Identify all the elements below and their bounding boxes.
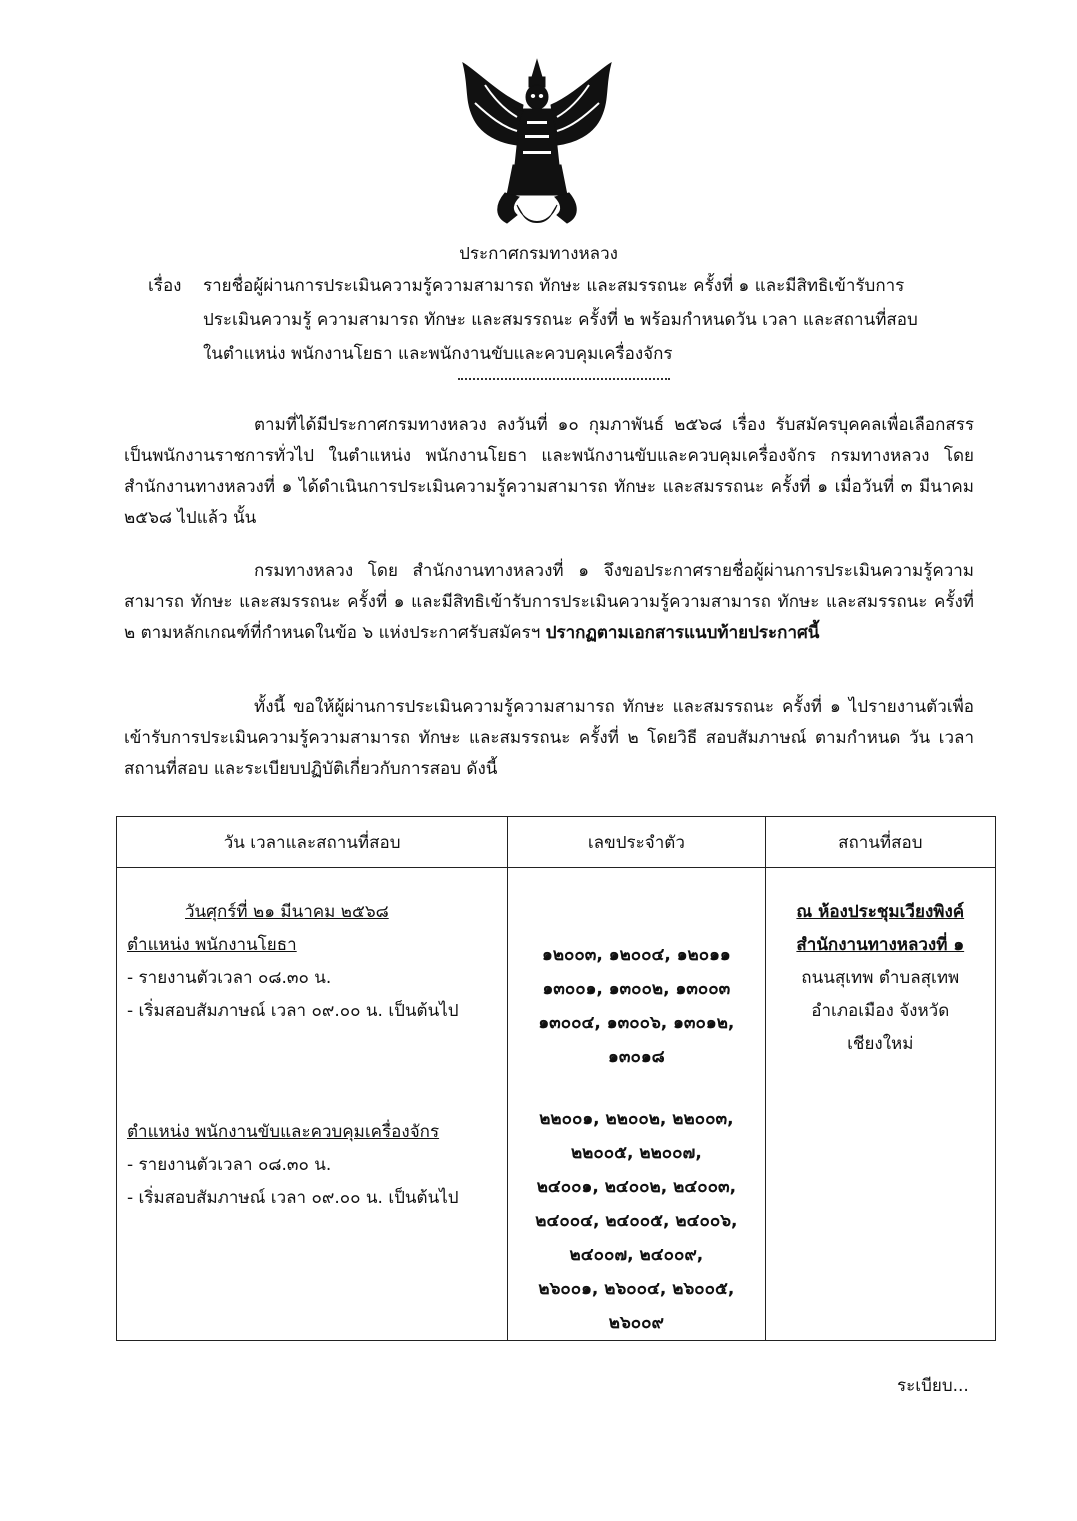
dotted-separator xyxy=(458,378,670,380)
paragraph-2 xyxy=(124,556,974,649)
position-1-report: - รายงานตัวเวลา ๐๘.๓๐ น. xyxy=(127,968,332,988)
position-2-id-line: ๒๒๐๐๑, ๒๒๐๐๒, ๒๒๐๐๓, xyxy=(539,1109,734,1129)
position-1-title: ตำแหน่ง พนักงานโยธา xyxy=(127,935,297,955)
position-2-id-line: ๒๔๐๐๔, ๒๔๐๐๕, ๒๔๐๐๖, xyxy=(535,1211,738,1231)
paragraph-3 xyxy=(124,692,974,785)
position-1-id-line: ๑๒๐๐๓, ๑๒๐๐๔, ๑๒๐๑๑ xyxy=(542,945,731,965)
id-cell xyxy=(508,868,765,1341)
schedule-cell xyxy=(117,868,508,1341)
exam-date: วันศุกร์ที่ ๒๑ มีนาคม ๒๕๖๘ xyxy=(185,902,389,922)
garuda-emblem-icon xyxy=(455,55,620,235)
table-header-row xyxy=(117,817,996,868)
position-2-id-line: ๒๔๐๐๑, ๒๔๐๐๒, ๒๔๐๐๓, xyxy=(536,1177,737,1197)
continued-text: ระเบียบ... xyxy=(897,1376,969,1396)
position-2-start: - เริ่มสอบสัมภาษณ์ เวลา ๐๙.๐๐ น. เป็นต้นไป xyxy=(127,1188,459,1208)
paragraph-1 xyxy=(124,410,974,534)
venue-province: เชียงใหม่ xyxy=(847,1034,914,1054)
position-2-id-line: ๒๔๐๐๗, ๒๔๐๐๙, xyxy=(569,1245,704,1265)
venue-room: ณ ห้องประชุมเวียงพิงค์ xyxy=(796,902,965,922)
position-2-id-line: ๒๖๐๐๙ xyxy=(608,1313,664,1333)
venue-district: อำเภอเมือง จังหวัด xyxy=(811,1001,950,1021)
subject-line-2: ประเมินความรู้ ความสามารถ ทักษะ และสมรรถนะ ครั้งที่ ๒ พร้อมกำหนดวัน เวลา และสถานที่สอบ xyxy=(203,310,918,330)
table-row xyxy=(117,868,996,1341)
position-1-id-line: ๑๓๐๑๘ xyxy=(608,1047,665,1067)
subject-label: เรื่อง xyxy=(148,276,182,296)
position-2-id-line: ๒๒๐๐๕, ๒๒๐๐๗, xyxy=(570,1143,702,1163)
header-date-time: วัน เวลาและสถานที่สอบ xyxy=(117,817,508,868)
venue-road: ถนนสุเทพ ตำบลสุเทพ xyxy=(801,968,960,988)
position-1-start: - เริ่มสอบสัมภาษณ์ เวลา ๐๙.๐๐ น. เป็นต้นไป xyxy=(127,1001,459,1021)
paragraph-2-text: กรมทางหลวง โดย สำนักงานทางหลวงที่ ๑ จึงขอประกาศรายชื่อผู้ผ่านการประเมินความรู้ความสามารถ ทักษะ และสมรรถนะ ครั้งที่ ๑ และมีสิทธิเข้ารับการประเมินความรู้ความสามารถ ทักษะ และสมรรถนะ ครั้งที่ ๒ ตามหลักเกณฑ์ที่กำหนดในข้อ ๖ แห่งประกาศรับสมัครฯ xyxy=(124,561,974,643)
paragraph-2-bold: ปรากฏตามเอกสารแนบท้ายประกาศนี้ xyxy=(545,623,820,643)
paragraph-3-text: ทั้งนี้ ขอให้ผู้ผ่านการประเมินความรู้ความสามารถ ทักษะ และสมรรถนะ ครั้งที่ ๑ ไปรายงานตัวเพื่อเข้ารับการประเมินความรู้ความสามารถ ทักษะ และสมรรถนะ ครั้งที่ ๒ โดยวิธี สอบสัมภาษณ์ ตามกำหนด วัน เวลา สถานที่สอบ และระเบียบปฏิบัติเกี่ยวกับการสอบ ดังนี้ xyxy=(124,697,974,779)
exam-schedule-table xyxy=(116,816,996,1341)
position-2-id-line: ๒๖๐๐๑, ๒๖๐๐๔, ๒๖๐๐๕, xyxy=(538,1279,735,1299)
venue-office: สำนักงานทางหลวงที่ ๑ xyxy=(796,935,965,955)
position-1-id-line: ๑๓๐๐๔, ๑๓๐๐๖, ๑๓๐๑๒, xyxy=(538,1013,735,1033)
paragraph-1-text: ตามที่ได้มีประกาศกรมทางหลวง ลงวันที่ ๑๐ กุมภาพันธ์ ๒๕๖๘ เรื่อง รับสมัครบุคคลเพื่อเลือกสรรเป็นพนักงานราชการทั่วไป ในตำแหน่ง พนักงานโยธา และพนักงานขับและควบคุมเครื่องจักร กรมทางหลวง โดย สำนักงานทางหลวงที่ ๑ ได้ดำเนินการประเมินความรู้ความสามารถ ทักษะ และสมรรถนะ ครั้งที่ ๑ เมื่อวันที่ ๓ มีนาคม ๒๕๖๘ ไปแล้ว นั้น xyxy=(124,415,974,528)
header-venue: สถานที่สอบ xyxy=(765,817,995,868)
subject-line-1: รายชื่อผู้ผ่านการประเมินความรู้ความสามารถ ทักษะ และสมรรถนะ ครั้งที่ ๑ และมีสิทธิเข้ารับการ xyxy=(203,276,905,296)
position-2-title: ตำแหน่ง พนักงานขับและควบคุมเครื่องจักร xyxy=(127,1122,440,1142)
venue-cell xyxy=(765,868,995,1341)
subject-line-3: ในตำแหน่ง พนักงานโยธา และพนักงานขับและควบคุมเครื่องจักร xyxy=(203,344,673,364)
position-2-report: - รายงานตัวเวลา ๐๘.๓๐ น. xyxy=(127,1155,332,1175)
position-1-id-line: ๑๓๐๐๑, ๑๓๐๐๒, ๑๓๐๐๓ xyxy=(542,979,731,999)
header-id: เลขประจำตัว xyxy=(508,817,765,868)
announcement-title: ประกาศกรมทางหลวง xyxy=(459,244,618,264)
